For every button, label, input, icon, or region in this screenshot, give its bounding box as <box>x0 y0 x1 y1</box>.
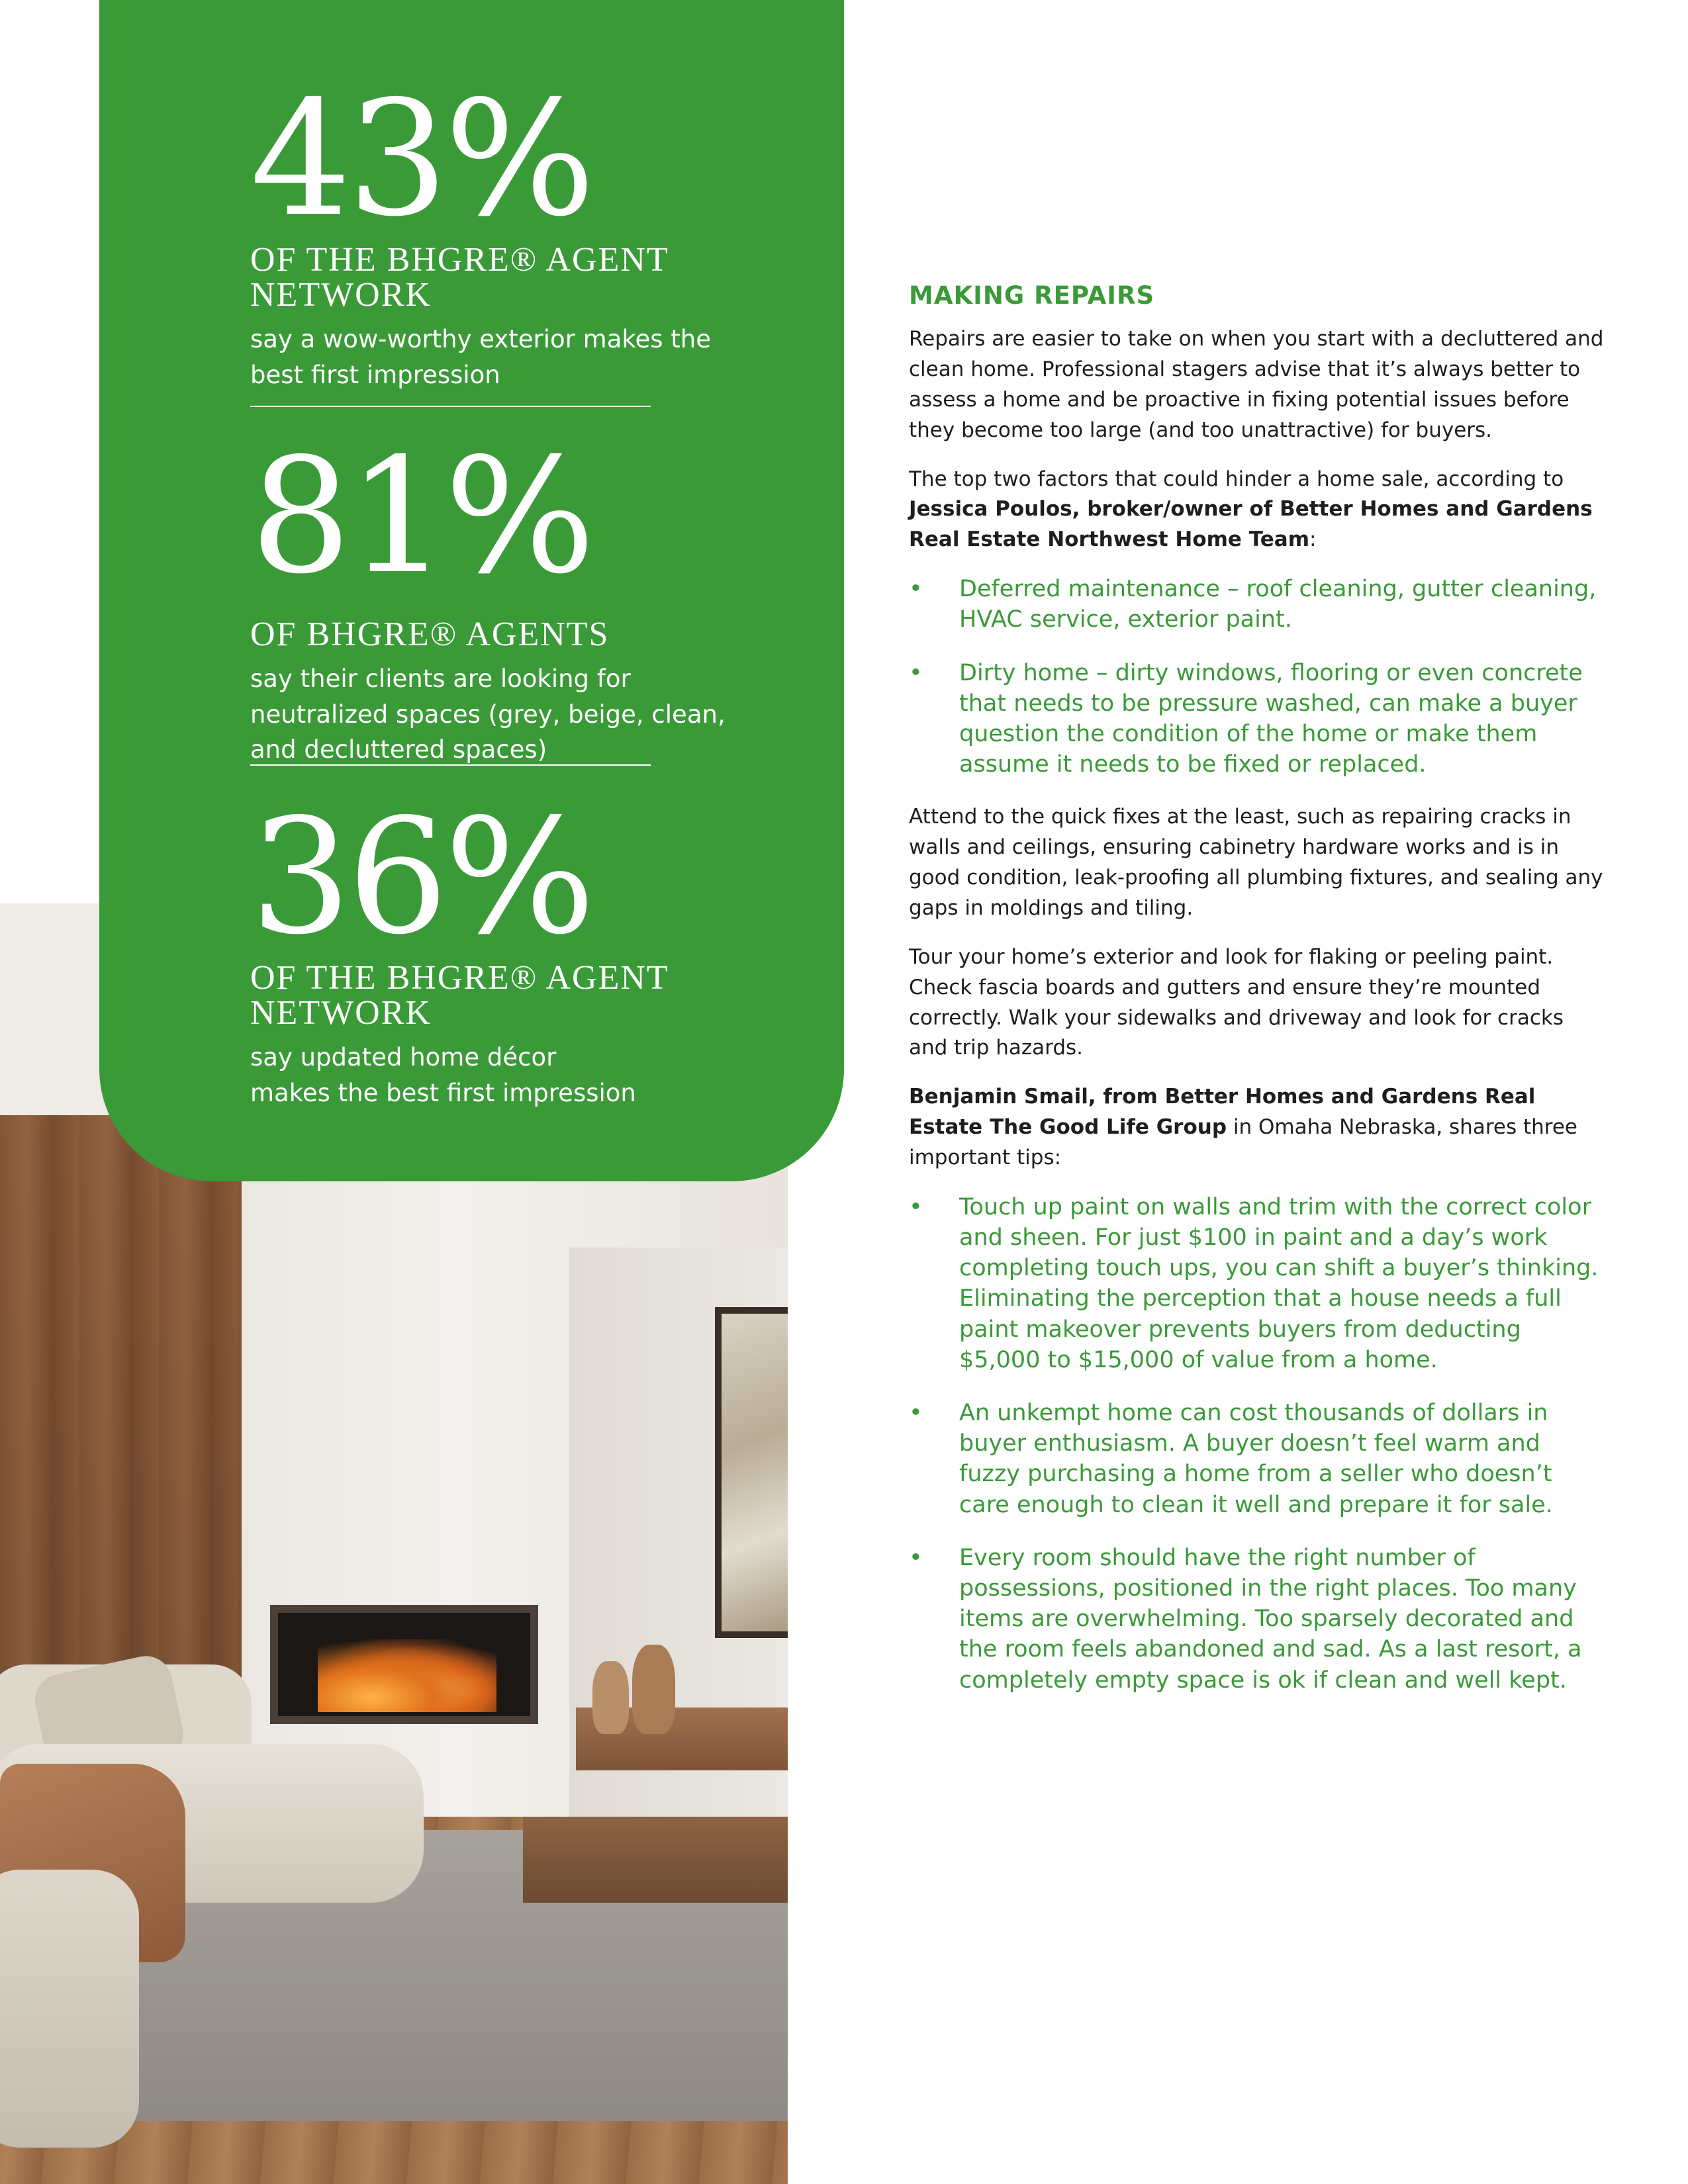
paragraph-text: The top two factors that could hinder a home sale, according to <box>909 467 1564 491</box>
stat-neutral-spaces <box>250 424 753 768</box>
section-heading: MAKING REPAIRS <box>909 281 1155 310</box>
stat-heading: OF THE BHGRE® AGENT NETWORK <box>250 241 669 314</box>
list-item-text: Touch up paint on walls and trim with the correct color and sheen. For just $100 in paint and a day’s work completing touch ups, you can shift a buyer’s thinking. Eliminating the perception that a house needs a full paint makeover prevents buyers from deducting $5,000 to $15,000 of value from a home. <box>959 1193 1599 1373</box>
bullet-icon: • <box>909 576 923 603</box>
paragraph-text: : <box>1309 527 1317 552</box>
list-item <box>909 1398 1604 1520</box>
stat-description: say updated home décor makes the best first impression <box>250 1043 636 1107</box>
stat-description: say a wow-worthy exterior makes the best first impression <box>250 325 712 389</box>
list-item-text: Every room should have the right number of possessions, positioned in the right places. Too many items are overwhelming. Too sparsely decorated and the room feels abandoned and sad. As a last resort, a completely empty space is ok if clean and well kept. <box>959 1544 1582 1694</box>
paragraph: Attend to the quick fixes at the least, such as repairing cracks in walls and ceilings, ensuring cabinetry hardware works and is in good condition, leak-proofing all plumbing fixtures, and sealing any gaps in moldings and tiling. <box>909 805 1603 920</box>
stat-exterior <box>250 66 753 392</box>
list-item <box>909 1192 1604 1375</box>
list-item <box>909 658 1604 780</box>
list-item <box>909 574 1604 635</box>
bullet-icon: • <box>909 1544 923 1571</box>
paragraph: Repairs are easier to take on when you start with a decluttered and clean home. Professional stagers advise that it’s always better to assess a home and be proactive in fixing potential issues before they become too large (and too unattractive) for buyers. <box>909 327 1604 442</box>
paragraph <box>909 465 1604 556</box>
bullet-icon: • <box>909 659 923 686</box>
stat-heading: OF THE BHGRE® AGENT NETWORK <box>250 959 669 1032</box>
list-item-text: Deferred maintenance – roof cleaning, gutter cleaning, HVAC service, exterior paint. <box>959 576 1597 633</box>
stat-description: say their clients are looking for neutralized spaces (grey, beige, clean, and decluttered spaces) <box>250 664 726 764</box>
paragraph <box>909 1082 1604 1173</box>
stat-heading: OF BHGRE® AGENTS <box>250 615 610 653</box>
paragraph-text: in Omaha Nebraska, shares three important tips: <box>909 1115 1577 1169</box>
attribution-name: Benjamin Smail, from Better Homes and Gardens Real Estate The Good Life Group <box>909 1085 1536 1140</box>
stat-number: 81% <box>250 424 592 609</box>
paragraph: Tour your home’s exterior and look for flaking or peeling paint. Check fascia boards and gutters and ensure they’re mounted correctly. Walk your sidewalks and driveway and look for cracks and trip hazards. <box>909 944 1564 1060</box>
stat-number: 36% <box>250 784 592 970</box>
list-item-text: Dirty home – dirty windows, flooring or even concrete that needs to be pressure washed, can make a buyer question the condition of the home or make them assume it needs to be fixed or replaced. <box>959 659 1583 778</box>
list-item-text: An unkempt home can cost thousands of dollars in buyer enthusiasm. A buyer doesn’t feel warm and fuzzy purchasing a home from a seller who doesn’t care enough to clean it well and prepare it for sale. <box>959 1400 1553 1518</box>
bullet-icon: • <box>909 1400 923 1426</box>
list-item <box>909 1543 1604 1696</box>
stat-home-decor <box>250 784 753 1111</box>
bullet-icon: • <box>909 1193 923 1220</box>
stat-number: 43% <box>250 66 592 251</box>
bullet-list <box>909 1192 1604 1696</box>
article <box>909 281 1604 1718</box>
stats-card <box>99 0 844 1181</box>
bullet-list <box>909 574 1604 780</box>
attribution-name: Jessica Poulos, broker/owner of Better Homes and Gardens Real Estate Northwest Home Team <box>909 497 1593 552</box>
divider <box>250 406 651 407</box>
divider <box>250 764 651 766</box>
